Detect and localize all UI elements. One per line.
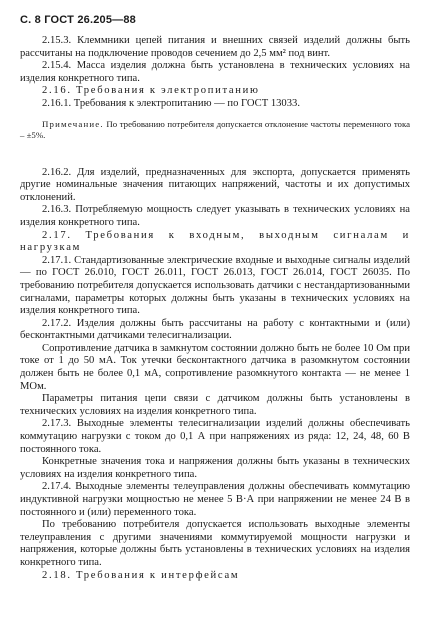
document-page: [20, 14, 410, 582]
paragraph-2-17-1: 2.17.1. Стандартизованные электрические входные и выходные сигналы изделий — по ГОСТ 26.010, ГОСТ 26.011, ГОСТ 26.013, ГОСТ 26.014, ГОСТ 26035. По требованию потребителя допускается использовать датчики с нестандартизованными сигналами, параметры которых должны быть указаны в технических условиях на изделия конкретного типа.: [20, 254, 410, 317]
paragraph-sensor-resistance: Сопротивление датчика в замкнутом состоянии должно быть не более 10 Ом при токе от 1 до 50 мА. Ток утечки бесконтактного датчика в разомкнутом состоянии должен быть не более 0,1 мА, сопротивление разомкнутого контакта — не менее 1 МОм.: [20, 342, 410, 392]
paragraph-2-16-2: 2.16.2. Для изделий, предназначенных для экспорта, допускается применять другие номинальные значения питающих напряжений, частоты и их допустимых отклонений.: [20, 166, 410, 203]
paragraph-sensor-power: Параметры питания цепи связи с датчиком должны быть установлены в технических условиях на изделия конкретного типа.: [20, 393, 410, 417]
paragraph-2-17-2: 2.17.2. Изделия должны быть рассчитаны на работу с контактными и (или) бесконтактными датчиками телесигнализации.: [20, 317, 410, 342]
section-heading-2-18: 2.18. Требования к интерфейсам: [42, 569, 240, 581]
note: [20, 119, 410, 141]
paragraph-2-15-4: 2.15.4. Масса изделия должна быть установлена в технических условиях на изделия конкретного типа.: [20, 60, 410, 84]
paragraph-current-voltage: Конкретные значения тока и напряжения должны быть указаны в технических условиях на изделия конкретного типа.: [20, 456, 410, 480]
page-gap: [20, 141, 410, 167]
section-heading-2-16: 2.16. Требования к электропитанию: [42, 85, 260, 97]
paragraph-2-16-3: 2.16.3. Потребляемую мощность следует указывать в технических условиях на изделия конкретного типа.: [20, 204, 410, 228]
note-lead: Примечание.: [42, 118, 104, 129]
note-text: По требованию потребителя допускается отклонение частоты переменного тока – ±5%.: [20, 118, 410, 140]
paragraph-2-17-3: 2.17.3. Выходные элементы телесигнализации изделий должны обеспечивать коммутацию нагрузки с током до 0,1 А при напряжениях из ряда: 12, 24, 48, 60 В постоянного тока.: [20, 418, 410, 455]
paragraph-2-17-4: 2.17.4. Выходные элементы телеуправления должны обеспечивать коммутацию индуктивной нагрузки мощностью не менее 5 В·А при напряжении не менее 24 В в постоянного и (или) переменного тока.: [20, 481, 410, 518]
page-header: С. 8 ГОСТ 26.205—88: [20, 14, 137, 26]
paragraph-2-16-1: 2.16.1. Требования к электропитанию — по ГОСТ 13033.: [42, 97, 300, 109]
section-heading-2-17: 2.17. Требования к входным, выходным сигналам и нагрузкам: [20, 229, 410, 254]
paragraph-customer-request: По требованию потребителя допускается использовать выходные элементы телеуправления с другими значениями коммутируемой мощности нагрузки и напряжения, которые должны быть установлены в технических условиях на изделия конкретного типа.: [20, 519, 410, 568]
paragraph-2-15-3: 2.15.3. Клеммники цепей питания и внешних связей изделий должны быть рассчитаны на подключение проводов сечением до 2,5 мм² под винт.: [20, 35, 410, 59]
